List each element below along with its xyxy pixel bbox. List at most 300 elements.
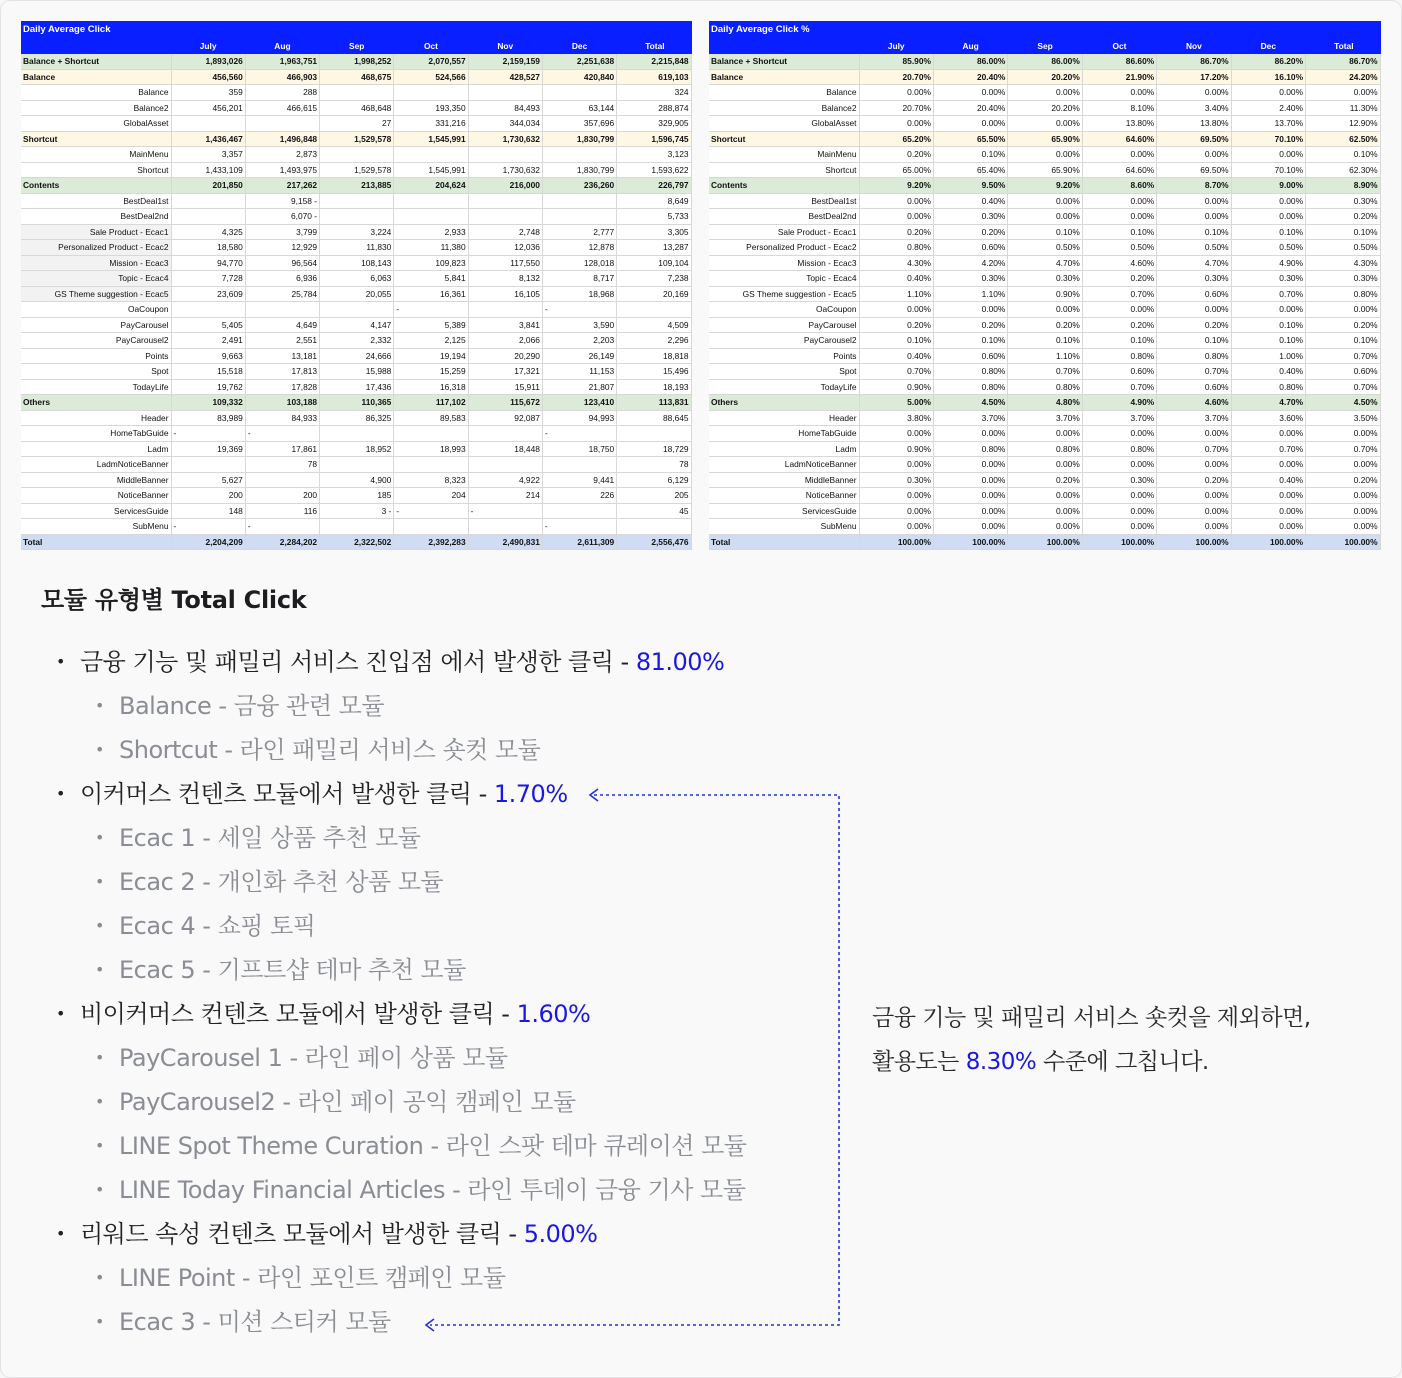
table-cell: 0.00% bbox=[859, 457, 933, 473]
table-cell: 100.00% bbox=[1157, 534, 1231, 550]
table-cell: 2,296 bbox=[617, 333, 691, 349]
table-cell: 24,666 bbox=[320, 348, 394, 364]
table-cell: 0.00% bbox=[859, 503, 933, 519]
item-pct: 81.00% bbox=[635, 648, 725, 676]
bullet-icon: • bbox=[95, 740, 104, 759]
table-cell: 3.70% bbox=[1082, 410, 1156, 426]
table-cell: 2,392,283 bbox=[394, 534, 468, 550]
table-cell: 1,730,632 bbox=[468, 131, 542, 147]
row-label: Total bbox=[21, 534, 171, 550]
table-cell: 6,063 bbox=[320, 271, 394, 287]
row-label: Balance bbox=[21, 69, 171, 85]
table-cell: 0.70% bbox=[1231, 441, 1305, 457]
table-cell: 9,441 bbox=[542, 472, 616, 488]
column-header: July bbox=[171, 40, 245, 54]
table-cell: 0.10% bbox=[1008, 224, 1082, 240]
table-cell: 214 bbox=[468, 488, 542, 504]
table-cell: 0.30% bbox=[1008, 271, 1082, 287]
table-cell: 100.00% bbox=[1082, 534, 1156, 550]
table-cell: 0.80% bbox=[933, 441, 1007, 457]
table-cell: 0.30% bbox=[1306, 271, 1381, 287]
table-cell: 13.70% bbox=[1231, 116, 1305, 132]
table-cell: 17,813 bbox=[245, 364, 319, 380]
table-cell: 0.50% bbox=[1082, 240, 1156, 256]
row-label: BestDeal2nd bbox=[21, 209, 171, 225]
table-cell: 0.00% bbox=[859, 193, 933, 209]
table-cell: 20.40% bbox=[933, 69, 1007, 85]
bullet-icon: • bbox=[95, 1048, 104, 1067]
table-cell: 9,663 bbox=[171, 348, 245, 364]
table-cell: - bbox=[542, 426, 616, 442]
table-cell: 1,436,467 bbox=[171, 131, 245, 147]
table-cell: 20.70% bbox=[859, 69, 933, 85]
table-cell: 3 - bbox=[320, 503, 394, 519]
table-cell: 0.80% bbox=[1008, 379, 1082, 395]
table-cell: 0.80% bbox=[1082, 441, 1156, 457]
table-cell: 0.90% bbox=[1008, 286, 1082, 302]
table-cell: 0.00% bbox=[1082, 147, 1156, 163]
table-cell: 0.00% bbox=[1306, 457, 1381, 473]
table-cell: 0.00% bbox=[1157, 488, 1231, 504]
table-cell: 0.60% bbox=[933, 348, 1007, 364]
table-cell: - bbox=[245, 426, 319, 442]
table-cell: 357,696 bbox=[542, 116, 616, 132]
table-cell: 8.90% bbox=[1306, 178, 1381, 194]
row-label: LadmNoticeBanner bbox=[709, 457, 859, 473]
table-cell: 2,490,831 bbox=[468, 534, 542, 550]
table-cell: 45 bbox=[617, 503, 691, 519]
table-cell: 96,564 bbox=[245, 255, 319, 271]
table-cell: 4.70% bbox=[1008, 255, 1082, 271]
table-cell: 13.80% bbox=[1157, 116, 1231, 132]
row-label: Mission - Ecac3 bbox=[21, 255, 171, 271]
table-cell: - bbox=[171, 426, 245, 442]
table-cell: 359 bbox=[171, 85, 245, 101]
table-cell: 3.40% bbox=[1157, 100, 1231, 116]
table-cell: 69.50% bbox=[1157, 131, 1231, 147]
table-cell: 1,730,632 bbox=[468, 162, 542, 178]
table-cell: 0.30% bbox=[1231, 271, 1305, 287]
table-cell: 9.00% bbox=[1231, 178, 1305, 194]
table-cell: 1,433,109 bbox=[171, 162, 245, 178]
table-cell: 17,321 bbox=[468, 364, 542, 380]
note-prefix: 활용도는 bbox=[872, 1049, 966, 1075]
table-cell: 0.60% bbox=[1157, 286, 1231, 302]
table-cell: 0.20% bbox=[1306, 317, 1381, 333]
table-cell: 3.80% bbox=[859, 410, 933, 426]
table-cell: 2,066 bbox=[468, 333, 542, 349]
table-cell: 0.00% bbox=[1231, 426, 1305, 442]
table-cell: 0.00% bbox=[1008, 457, 1082, 473]
table-cell: 20.20% bbox=[1008, 69, 1082, 85]
table-cell: 420,840 bbox=[542, 69, 616, 85]
row-label: Total bbox=[709, 534, 859, 550]
table-cell: 64.60% bbox=[1082, 162, 1156, 178]
column-header: Aug bbox=[245, 40, 319, 54]
table-cell: 0.00% bbox=[1008, 116, 1082, 132]
table-cell: 0.00% bbox=[1082, 302, 1156, 318]
row-label: Shortcut bbox=[709, 162, 859, 178]
table-cell: 0.80% bbox=[933, 379, 1007, 395]
table-cell: 148 bbox=[171, 503, 245, 519]
table-cell: 0.30% bbox=[933, 209, 1007, 225]
table-cell: 3,305 bbox=[617, 224, 691, 240]
row-label: PayCarousel2 bbox=[21, 333, 171, 349]
table-cell: 18,993 bbox=[394, 441, 468, 457]
table-cell: 226,797 bbox=[617, 178, 691, 194]
table-cell: 5,627 bbox=[171, 472, 245, 488]
table-cell: 9.20% bbox=[859, 178, 933, 194]
table-cell: 65.40% bbox=[933, 162, 1007, 178]
bracket-line bbox=[430, 795, 839, 1325]
table-cell: 0.30% bbox=[859, 472, 933, 488]
table-cell: 3,224 bbox=[320, 224, 394, 240]
table-cell: 4.60% bbox=[1082, 255, 1156, 271]
table-cell: 4.90% bbox=[1082, 395, 1156, 411]
table-cell: 78 bbox=[617, 457, 691, 473]
table-cell: 0.00% bbox=[933, 85, 1007, 101]
table-cell: 2,611,309 bbox=[542, 534, 616, 550]
table-cell: 0.00% bbox=[1157, 426, 1231, 442]
row-label: Shortcut bbox=[21, 131, 171, 147]
row-label: MainMenu bbox=[21, 147, 171, 163]
table-cell: 100.00% bbox=[1008, 534, 1082, 550]
row-label: Sale Product - Ecac1 bbox=[21, 224, 171, 240]
table-cell: 18,580 bbox=[171, 240, 245, 256]
table-cell: 0.00% bbox=[1306, 503, 1381, 519]
table-cell: 6,129 bbox=[617, 472, 691, 488]
table-cell: 0.20% bbox=[1008, 317, 1082, 333]
table-cell: 324 bbox=[617, 85, 691, 101]
row-label: LadmNoticeBanner bbox=[21, 457, 171, 473]
table-cell: 0.10% bbox=[1306, 333, 1381, 349]
table-cell: 16,361 bbox=[394, 286, 468, 302]
table-cell: 2,284,202 bbox=[245, 534, 319, 550]
bullet-icon: • bbox=[95, 828, 104, 847]
note-suffix: 수준에 그칩니다. bbox=[1036, 1049, 1209, 1075]
table-cell: 3.60% bbox=[1231, 410, 1305, 426]
table-cell: 0.00% bbox=[1082, 519, 1156, 535]
row-label: Balance2 bbox=[21, 100, 171, 116]
table-cell: 2,322,502 bbox=[320, 534, 394, 550]
row-label: Sale Product - Ecac1 bbox=[709, 224, 859, 240]
table-cell: 0.20% bbox=[859, 224, 933, 240]
table-cell: 0.00% bbox=[1157, 147, 1231, 163]
table-cell: 3,123 bbox=[617, 147, 691, 163]
table-cell: 0.40% bbox=[933, 193, 1007, 209]
table-cell: 0.20% bbox=[1157, 317, 1231, 333]
table-cell: 13,181 bbox=[245, 348, 319, 364]
row-label: Ladm bbox=[709, 441, 859, 457]
table-cell: 1,830,799 bbox=[542, 131, 616, 147]
table-cell: 4.30% bbox=[859, 255, 933, 271]
table-cell: 85.90% bbox=[859, 54, 933, 70]
table-cell: 5.00% bbox=[859, 395, 933, 411]
table-cell: 0.10% bbox=[1306, 224, 1381, 240]
table-cell: 0.00% bbox=[1157, 85, 1231, 101]
table-cell: 468,675 bbox=[320, 69, 394, 85]
bullet-icon: • bbox=[95, 1136, 104, 1155]
table-cell: 16,318 bbox=[394, 379, 468, 395]
table-cell: 344,034 bbox=[468, 116, 542, 132]
table-cell: 9.50% bbox=[933, 178, 1007, 194]
item-text: LINE Today Financial Articles - 라인 투데이 금융 기사 모듈 bbox=[119, 1176, 746, 1204]
table-cell: 0.70% bbox=[1008, 364, 1082, 380]
table-cell: 4.50% bbox=[1306, 395, 1381, 411]
table-cell: 86.70% bbox=[1157, 54, 1231, 70]
table-cell: 0.00% bbox=[1008, 302, 1082, 318]
table-cell: 64.60% bbox=[1082, 131, 1156, 147]
table-cell: 1.10% bbox=[859, 286, 933, 302]
row-label: ServicesGuide bbox=[21, 503, 171, 519]
table-cell: 0.20% bbox=[1306, 209, 1381, 225]
table-cell: 11,380 bbox=[394, 240, 468, 256]
table-cell: 0.10% bbox=[933, 147, 1007, 163]
table-cell: 1,545,991 bbox=[394, 162, 468, 178]
table-cell: 0.00% bbox=[1008, 426, 1082, 442]
table-cell: 1,893,026 bbox=[171, 54, 245, 70]
table-cell: 21.90% bbox=[1082, 69, 1156, 85]
table-cell: 0.80% bbox=[933, 364, 1007, 380]
table-cell: 428,527 bbox=[468, 69, 542, 85]
table-cell: 0.10% bbox=[1231, 317, 1305, 333]
table-cell: 1,830,799 bbox=[542, 162, 616, 178]
table-cell: 65.00% bbox=[859, 162, 933, 178]
column-header: Oct bbox=[1082, 40, 1156, 54]
table-cell: 2,551 bbox=[245, 333, 319, 349]
table-cell: 0.00% bbox=[1082, 488, 1156, 504]
table-cell: 0.20% bbox=[1082, 271, 1156, 287]
row-label: Contents bbox=[21, 178, 171, 194]
table-cell: 9,158 - bbox=[245, 193, 319, 209]
table-cell: 12.90% bbox=[1306, 116, 1381, 132]
table-cell: 1,496,848 bbox=[245, 131, 319, 147]
table-cell: 0.80% bbox=[1008, 441, 1082, 457]
row-label: SubMenu bbox=[21, 519, 171, 535]
table-cell: 0.00% bbox=[1082, 503, 1156, 519]
table-cell: 0.70% bbox=[1082, 379, 1156, 395]
row-label: BestDeal2nd bbox=[709, 209, 859, 225]
row-label: GlobalAsset bbox=[21, 116, 171, 132]
table-cell: 9.20% bbox=[1008, 178, 1082, 194]
table-cell: 2.40% bbox=[1231, 100, 1305, 116]
table-cell: 62.30% bbox=[1306, 162, 1381, 178]
table-cell: 0.70% bbox=[1231, 286, 1305, 302]
table-cell: 78 bbox=[245, 457, 319, 473]
table-cell: 100.00% bbox=[859, 534, 933, 550]
row-label: Points bbox=[709, 348, 859, 364]
column-header: Sep bbox=[320, 40, 394, 54]
table-cell: 115,672 bbox=[468, 395, 542, 411]
table-cell: 0.00% bbox=[1082, 85, 1156, 101]
table-cell: 2,070,557 bbox=[394, 54, 468, 70]
table-cell: 0.70% bbox=[1306, 348, 1381, 364]
table-cell: 3.70% bbox=[1008, 410, 1082, 426]
column-header: Dec bbox=[542, 40, 616, 54]
table-cell: 468,648 bbox=[320, 100, 394, 116]
table-cell: 18,750 bbox=[542, 441, 616, 457]
column-header: Oct bbox=[394, 40, 468, 54]
table-cell: 0.00% bbox=[1231, 457, 1305, 473]
table-cell: 1,593,622 bbox=[617, 162, 691, 178]
table-cell: 4,649 bbox=[245, 317, 319, 333]
table-cell: 62.50% bbox=[1306, 131, 1381, 147]
table-cell: 0.00% bbox=[933, 503, 1007, 519]
table-cell: 0.10% bbox=[1082, 333, 1156, 349]
table-cell: 0.50% bbox=[1306, 240, 1381, 256]
table-cell: 0.30% bbox=[1157, 271, 1231, 287]
table-cell: 4.60% bbox=[1157, 395, 1231, 411]
table-cell: 200 bbox=[171, 488, 245, 504]
table-cell: 20,290 bbox=[468, 348, 542, 364]
table-cell: 0.00% bbox=[1231, 147, 1305, 163]
row-label: GS Theme suggestion - Ecac5 bbox=[21, 286, 171, 302]
table-cell: - bbox=[542, 302, 616, 318]
table-cell: 13.80% bbox=[1082, 116, 1156, 132]
table-cell: 16,105 bbox=[468, 286, 542, 302]
table-cell: 8.70% bbox=[1157, 178, 1231, 194]
column-header: Total bbox=[1306, 40, 1381, 54]
table-cell: 0.00% bbox=[859, 116, 933, 132]
table-cell: 0.20% bbox=[1082, 317, 1156, 333]
table-cell: 0.00% bbox=[933, 302, 1007, 318]
table-cell: 0.40% bbox=[1231, 364, 1305, 380]
table-cell: 0.10% bbox=[1082, 224, 1156, 240]
table-cell: 466,615 bbox=[245, 100, 319, 116]
table-cell: 2,332 bbox=[320, 333, 394, 349]
table-cell: 103,188 bbox=[245, 395, 319, 411]
row-label: NoticeBanner bbox=[709, 488, 859, 504]
table-cell: 0.20% bbox=[859, 147, 933, 163]
table-cell: 0.00% bbox=[1008, 488, 1082, 504]
table-cell: 0.10% bbox=[1157, 224, 1231, 240]
column-header: Total bbox=[617, 40, 691, 54]
table-cell: 0.70% bbox=[1157, 364, 1231, 380]
table-cell: 0.00% bbox=[1306, 85, 1381, 101]
table-cell: 15,911 bbox=[468, 379, 542, 395]
row-label: Contents bbox=[709, 178, 859, 194]
table-cell: 5,389 bbox=[394, 317, 468, 333]
table-cell: 109,332 bbox=[171, 395, 245, 411]
table-cell: 109,104 bbox=[617, 255, 691, 271]
table-cell: 1,596,745 bbox=[617, 131, 691, 147]
bullet-icon: • bbox=[95, 960, 104, 979]
row-label: Balance + Shortcut bbox=[709, 54, 859, 70]
bullet-icon: • bbox=[95, 1092, 104, 1111]
row-label: Points bbox=[21, 348, 171, 364]
row-label: Shortcut bbox=[709, 131, 859, 147]
table-cell: 15,988 bbox=[320, 364, 394, 380]
table-cell: 4.30% bbox=[1306, 255, 1381, 271]
table-cell: 0.20% bbox=[859, 317, 933, 333]
table-cell: 5,733 bbox=[617, 209, 691, 225]
row-label: Balance bbox=[709, 69, 859, 85]
row-label: OaCoupon bbox=[709, 302, 859, 318]
table-cell: 7,728 bbox=[171, 271, 245, 287]
row-label: PayCarousel bbox=[709, 317, 859, 333]
bullet-icon: • bbox=[56, 1224, 65, 1243]
table-cell: 3,841 bbox=[468, 317, 542, 333]
table-cell: 94,770 bbox=[171, 255, 245, 271]
table-cell: 0.00% bbox=[1157, 519, 1231, 535]
row-label: Shortcut bbox=[21, 162, 171, 178]
table-cell: 17,436 bbox=[320, 379, 394, 395]
table-cell: 88,645 bbox=[617, 410, 691, 426]
table-cell: 17.20% bbox=[1157, 69, 1231, 85]
table-cell: 1,963,751 bbox=[245, 54, 319, 70]
table-cell: 0.00% bbox=[1082, 209, 1156, 225]
table-cell: 20,055 bbox=[320, 286, 394, 302]
table-cell: 23,609 bbox=[171, 286, 245, 302]
table-cell: 65.90% bbox=[1008, 162, 1082, 178]
item-text: 금융 기능 및 패밀리 서비스 진입점 에서 발생한 클릭 - bbox=[80, 648, 636, 676]
table-cell: 0.70% bbox=[1306, 441, 1381, 457]
table-cell: 1,998,252 bbox=[320, 54, 394, 70]
row-label: Header bbox=[21, 410, 171, 426]
bullet-icon: • bbox=[95, 1312, 104, 1331]
table-cell: 0.00% bbox=[1306, 519, 1381, 535]
table-cell: - bbox=[468, 503, 542, 519]
bullet-icon: • bbox=[56, 652, 65, 671]
bullet-icon: • bbox=[56, 1004, 65, 1023]
row-label: Others bbox=[709, 395, 859, 411]
table-cell: 2,204,209 bbox=[171, 534, 245, 550]
table-cell: 15,518 bbox=[171, 364, 245, 380]
table-cell: 4.70% bbox=[1231, 395, 1305, 411]
table-cell: 0.00% bbox=[933, 488, 1007, 504]
row-label: TodayLife bbox=[21, 379, 171, 395]
item-pct: 1.70% bbox=[493, 780, 568, 808]
table-cell: 288 bbox=[245, 85, 319, 101]
table-cell: 2,933 bbox=[394, 224, 468, 240]
table-cell: 27 bbox=[320, 116, 394, 132]
bullet-icon: • bbox=[95, 916, 104, 935]
table-cell: 0.80% bbox=[859, 240, 933, 256]
table-cell: 2,159,159 bbox=[468, 54, 542, 70]
table-cell: 4.80% bbox=[1008, 395, 1082, 411]
item-text: Shortcut - 라인 패밀리 서비스 숏컷 모듈 bbox=[119, 736, 541, 764]
table-cell: 0.00% bbox=[859, 85, 933, 101]
table-cell: 86,325 bbox=[320, 410, 394, 426]
row-label: BestDeal1st bbox=[21, 193, 171, 209]
table-cell: 185 bbox=[320, 488, 394, 504]
table-cell: 8.60% bbox=[1082, 178, 1156, 194]
table-cell: 20.40% bbox=[933, 100, 1007, 116]
table-cell: 2,748 bbox=[468, 224, 542, 240]
table-cell: 8,323 bbox=[394, 472, 468, 488]
table-cell: 18,968 bbox=[542, 286, 616, 302]
table-cell: 12,929 bbox=[245, 240, 319, 256]
row-label: Others bbox=[21, 395, 171, 411]
note-pct: 8.30% bbox=[965, 1049, 1037, 1075]
table-cell: 4.50% bbox=[933, 395, 1007, 411]
table-cell: 8,649 bbox=[617, 193, 691, 209]
item-text: Ecac 2 - 개인화 추천 상품 모듈 bbox=[119, 868, 444, 896]
table-cell: 2,556,476 bbox=[617, 534, 691, 550]
table-cell: 1,529,578 bbox=[320, 162, 394, 178]
column-header: Aug bbox=[933, 40, 1007, 54]
table-cell: 0.00% bbox=[1082, 193, 1156, 209]
table-cell: 70.10% bbox=[1231, 131, 1305, 147]
table-cell: 0.90% bbox=[859, 379, 933, 395]
table-cell: 0.00% bbox=[933, 426, 1007, 442]
table-cell: 200 bbox=[245, 488, 319, 504]
table-cell: 0.10% bbox=[1008, 333, 1082, 349]
table-cell: 217,262 bbox=[245, 178, 319, 194]
row-label: Balance2 bbox=[709, 100, 859, 116]
row-label: Personalized Product - Ecac2 bbox=[21, 240, 171, 256]
table-cell: 0.00% bbox=[859, 488, 933, 504]
